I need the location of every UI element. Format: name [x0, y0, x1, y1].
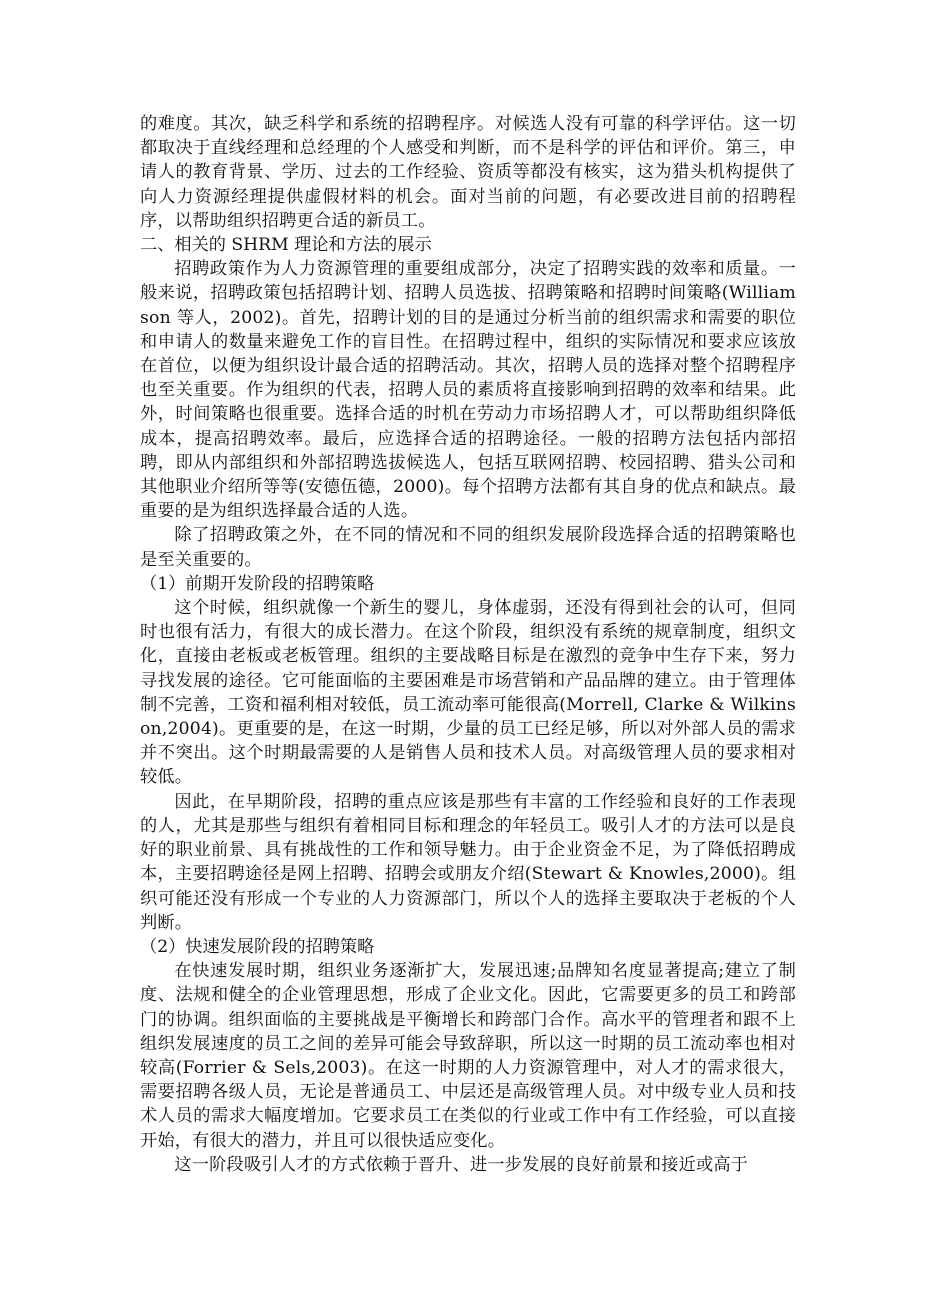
section-heading: 二、相关的 SHRM 理论和方法的展示	[140, 235, 432, 256]
paragraph: 这一阶段吸引人才的方式依赖于晋升、进一步发展的良好前景和接近或高于	[174, 1154, 749, 1175]
paragraph: 因此，在早期阶段，招聘的重点应该是那些有丰富的工作经验和良好的工作表现的人，尤其是那些与组织有着相同目标和理念的年轻员工。吸引人才的方法可以是良好的职业前景、具有挑战性的工作和领导魅力。由于企业资金不足，为了降低招聘成本，主要招聘途径是网上招聘、招聘会或朋友介绍(Stewart & Knowles,2000)。组织可能还没有形成一个专业的人力资源部门，所以个人的选择主要取决于老板的个人判断。	[140, 791, 796, 933]
subsection-heading: （2）快速发展阶段的招聘策略	[140, 936, 375, 957]
subsection-heading: （1）前期开发阶段的招聘策略	[140, 573, 375, 594]
paragraph: 除了招聘政策之外，在不同的情况和不同的组织发展阶段选择合适的招聘策略也是至关重要的。	[140, 525, 796, 570]
paragraph: 这个时候，组织就像一个新生的婴儿，身体虚弱，还没有得到社会的认可，但同时也很有活力，有很大的成长潜力。在这个阶段，组织没有系统的规章制度，组织文化，直接由老板或老板管理。组织的主要战略目标是在激烈的竞争中生存下来，努力寻找发展的途径。它可能面临的主要困难是市场营销和产品品牌的建立。由于管理体制不完善，工资和福利相对较低，员工流动率可能很高(Morrell, Clarke & Wilkinson,2004)。更重要的是，在这一时期，少量的员工已经足够，所以对外部人员的需求并不突出。这个时期最需要的人是销售人员和技术人员。对高级管理人员的要求相对较低。	[140, 598, 796, 788]
paragraph: 在快速发展时期，组织业务逐渐扩大，发展迅速;品牌知名度显著提高;建立了制度、法规和健全的企业管理思想，形成了企业文化。因此，它需要更多的员工和跨部门的协调。组织面临的主要挑战是平衡增长和跨部门合作。高水平的管理者和跟不上组织发展速度的员工之间的差异可能会导致辞职，所以这一时期的员工流动率也相对较高(Forrier & Sels,2003)。在这一时期的人力资源管理中，对人才的需求很大，需要招聘各级人员，无论是普通员工、中层还是高级管理人员。对中级专业人员和技术人员的需求大幅度增加。它要求员工在类似的行业或工作中有工作经验，可以直接开始，有很大的潜力，并且可以很快适应变化。	[140, 961, 796, 1151]
paragraph: 招聘政策作为人力资源管理的重要组成部分，决定了招聘实践的效率和质量。一般来说，招聘政策包括招聘计划、招聘人员选拔、招聘策略和招聘时间策略(Williamson 等人，2002)。首先，招聘计划的目的是通过分析当前的组织需求和需要的职位和申请人的数量来避免工作的盲目性。在招聘过程中，组织的实际情况和要求应该放在首位，以便为组织设计最合适的招聘活动。其次，招聘人员的选择对整个招聘程序也至关重要。作为组织的代表，招聘人员的素质将直接影响到招聘的效率和结果。此外，时间策略也很重要。选择合适的时机在劳动力市场招聘人才，可以帮助组织降低成本，提高招聘效率。最后，应选择合适的招聘途径。一般的招聘方法包括内部招聘，即从内部组织和外部招聘选拔候选人，包括互联网招聘、校园招聘、猎头公司和其他职业介绍所等等(安德伍德，2000)。每个招聘方法都有其自身的优点和缺点。最重要的是为组织选择最合适的人选。	[140, 259, 796, 522]
document-page	[140, 112, 796, 1177]
paragraph: 的难度。其次，缺乏科学和系统的招聘程序。对候选人没有可靠的科学评估。这一切都取决于直线经理和总经理的个人感受和判断，而不是科学的评估和评价。第三，申请人的教育背景、学历、过去的工作经验、资质等都没有核实，这为猎头机构提供了向人力资源经理提供虚假材料的机会。面对当前的问题，有必要改进目前的招聘程序，以帮助组织招聘更合适的新员工。	[140, 114, 796, 231]
